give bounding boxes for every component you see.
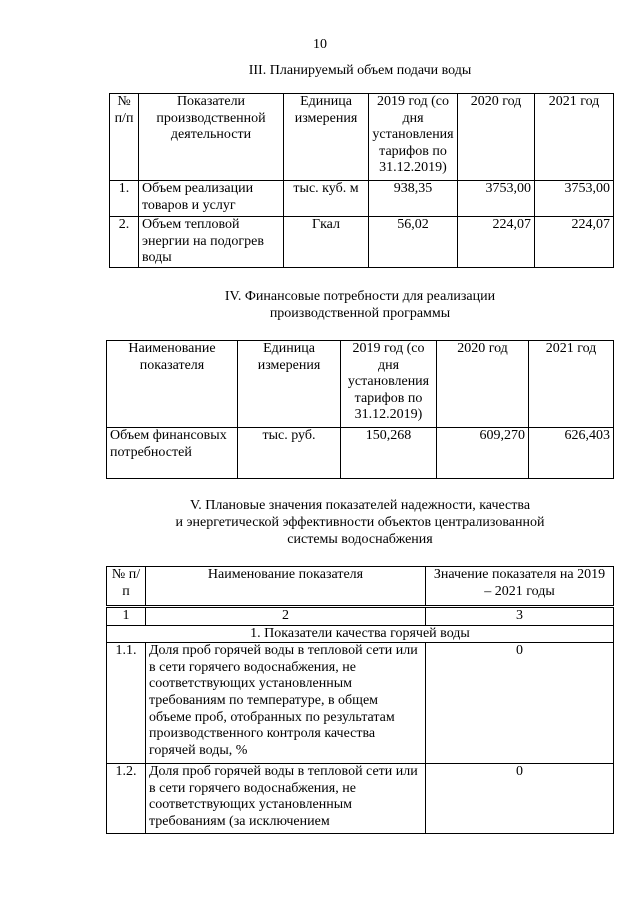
header-cell: Единица измерения [238, 341, 341, 428]
group-title-cell: 1. Показатели качества горячей воды [107, 625, 614, 643]
table-cell: 2. [110, 217, 139, 268]
header-cell: Показатели производственной деятельности [139, 94, 284, 181]
section-5-title-line: и энергетической эффективности объектов централизованной [175, 515, 545, 530]
table-header-row [107, 341, 614, 428]
header-cell: № п/п [107, 567, 146, 607]
section-3-title: III. Планируемый объем подачи воды [248, 63, 472, 78]
section-5-title-line: V. Плановые значения показателей надежности, качества [189, 498, 531, 513]
header-cell: 2021 год [529, 341, 614, 428]
table-cell: 56,02 [369, 217, 458, 268]
numbering-cell: 1 [107, 607, 146, 626]
table-cell: 938,35 [369, 181, 458, 217]
section-4-table [106, 340, 614, 479]
header-cell: Наименование показателя [107, 341, 238, 428]
table-header-row [107, 567, 614, 607]
table-cell: 224,07 [535, 217, 614, 268]
table-row [110, 181, 614, 217]
header-cell: 2020 год [458, 94, 535, 181]
table-header-row [110, 94, 614, 181]
table-cell: тыс. руб. [238, 428, 341, 479]
section-5-title-line: системы водоснабжения [287, 532, 433, 547]
header-cell: Единица измерения [284, 94, 369, 181]
section-5-table [106, 566, 614, 834]
table-cell: 1.1. [107, 643, 146, 764]
table-row [107, 428, 614, 479]
section-4-title [60, 288, 640, 322]
page-number: 10 [313, 37, 327, 52]
table-row [110, 217, 614, 268]
table-row [107, 764, 614, 834]
table-cell: 3753,00 [535, 181, 614, 217]
table-cell: 626,403 [529, 428, 614, 479]
header-cell: Значение показателя на 2019 – 2021 годы [426, 567, 614, 607]
table-cell: Доля проб горячей воды в тепловой сети или в сети горячего водоснабжения, не соответствующих установленным требованиям по температуре, в общем объеме проб, отобранных по результатам производственного контроля качества горячей воды, % [146, 643, 426, 764]
section-4-title-line: IV. Финансовые потребности для реализации [224, 289, 496, 304]
table-cell: 1. [110, 181, 139, 217]
numbering-row [107, 607, 614, 626]
table-cell: 3753,00 [458, 181, 535, 217]
table-cell: тыс. куб. м [284, 181, 369, 217]
header-cell: Наименование показателя [146, 567, 426, 607]
numbering-cell: 3 [426, 607, 614, 626]
table-row [107, 643, 614, 764]
table-cell: Гкал [284, 217, 369, 268]
header-cell: 2020 год [437, 341, 529, 428]
numbering-cell: 2 [146, 607, 426, 626]
section-5-title [60, 497, 640, 548]
table-cell: 0 [426, 764, 614, 834]
header-cell: 2021 год [535, 94, 614, 181]
table-cell: 609,270 [437, 428, 529, 479]
table-cell: 150,268 [341, 428, 437, 479]
table-cell: 224,07 [458, 217, 535, 268]
header-cell: № п/п [110, 94, 139, 181]
group-title-row [107, 625, 614, 643]
header-cell: 2019 год (со дня установления тарифов по 31.12.2019) [369, 94, 458, 181]
header-cell: 2019 год (со дня установления тарифов по 31.12.2019) [341, 341, 437, 428]
table-cell: 0 [426, 643, 614, 764]
section-4-title-line: производственной программы [269, 306, 451, 321]
table-cell: 1.2. [107, 764, 146, 834]
section-3-table [109, 93, 614, 268]
table-cell: Объем реализации товаров и услуг [139, 181, 284, 217]
table-cell: Объем тепловой энергии на подогрев воды [139, 217, 284, 268]
table-cell: Объем финансовых потребностей [107, 428, 238, 479]
table-cell: Доля проб горячей воды в тепловой сети или в сети горячего водоснабжения, не соответствующих установленным требованиям (за исключением [146, 764, 426, 834]
